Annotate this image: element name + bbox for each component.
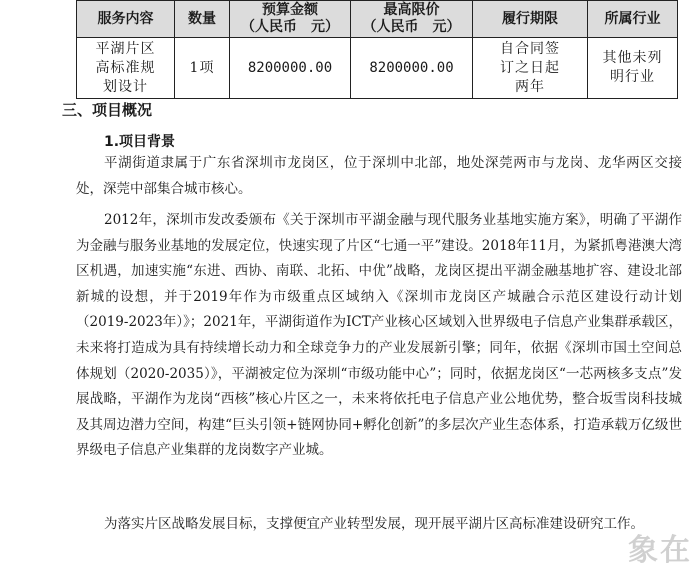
paragraph-purpose: 为落实片区战略发展目标，支撑便宜产业转型发展，现开展平湖片区高标准建设研究工作。 (104, 516, 644, 532)
cell-service-content: 平湖片区 高标准规 划设计 (77, 38, 175, 99)
cell-budget: 8200000.00 (230, 38, 351, 99)
paragraph-location: 平湖街道隶属于广东省深圳市龙岗区，位于深圳中北部，地处深莞两市与龙岗、龙华两区交接处，深莞中部集合城市核心。 (76, 155, 682, 197)
subsection-heading: 1.项目背景 (104, 134, 176, 150)
section-heading: 三、项目概况 (62, 101, 153, 119)
table-header-row (77, 1, 678, 38)
cell-max-price: 8200000.00 (351, 38, 473, 99)
table-row (77, 38, 678, 99)
header-term: 履行期限 (473, 1, 588, 38)
service-table (76, 0, 678, 99)
paragraph-history: 2012年，深圳市发改委颁布《关于深圳市平湖金融与现代服务业基地实施方案》，明确了平湖作为金融与服务业基地的发展定位，快速实现了片区“七通一平”建设。2018年11月，为紧抓粤港澳大湾区机遇，加速实施“东进、西协、南联、北拓、中优”战略，龙岗区提出平湖金融基地扩容、建设北部新城的设想，并于2019年作为市级重点区域纳入《深圳市龙岗区产城融合示范区建设行动计划（2019-2023年）》；2021年，平湖街道作为ICT产业核心区域划入世界级电子信息产业集群承载区，未来将打造成为具有持续增长动力和全球竞争力的产业发展新引擎；同年，依据《深圳市国土空间总体规划（2020-2035）》，平湖被定位为深圳“市级功能中心”；同时，依据龙岗区“一芯两核多支点”发展战略，平湖作为龙岗“西核”核心片区之一，未来将依托电子信息产业公地优势，整合坂雪岗科技城及其周边潜力空间，构建“巨头引领+链网协同+孵化创新”的多层次产业生态体系，打造承载万亿级世界级电子信息产业集群的龙岗数字产业城。 (76, 212, 682, 459)
cell-quantity: 1项 (175, 38, 230, 99)
watermark-logo: 象在 (628, 533, 692, 568)
cell-industry: 其他未列 明行业 (588, 38, 678, 99)
header-service-content: 服务内容 (77, 1, 175, 38)
cell-term: 自合同签 订之日起 两年 (473, 38, 588, 99)
header-max-price: 最高限价 （人民币 元） (351, 1, 473, 38)
header-budget: 预算金额 （人民币 元） (230, 1, 351, 38)
header-quantity: 数量 (175, 1, 230, 38)
header-industry: 所属行业 (588, 1, 678, 38)
